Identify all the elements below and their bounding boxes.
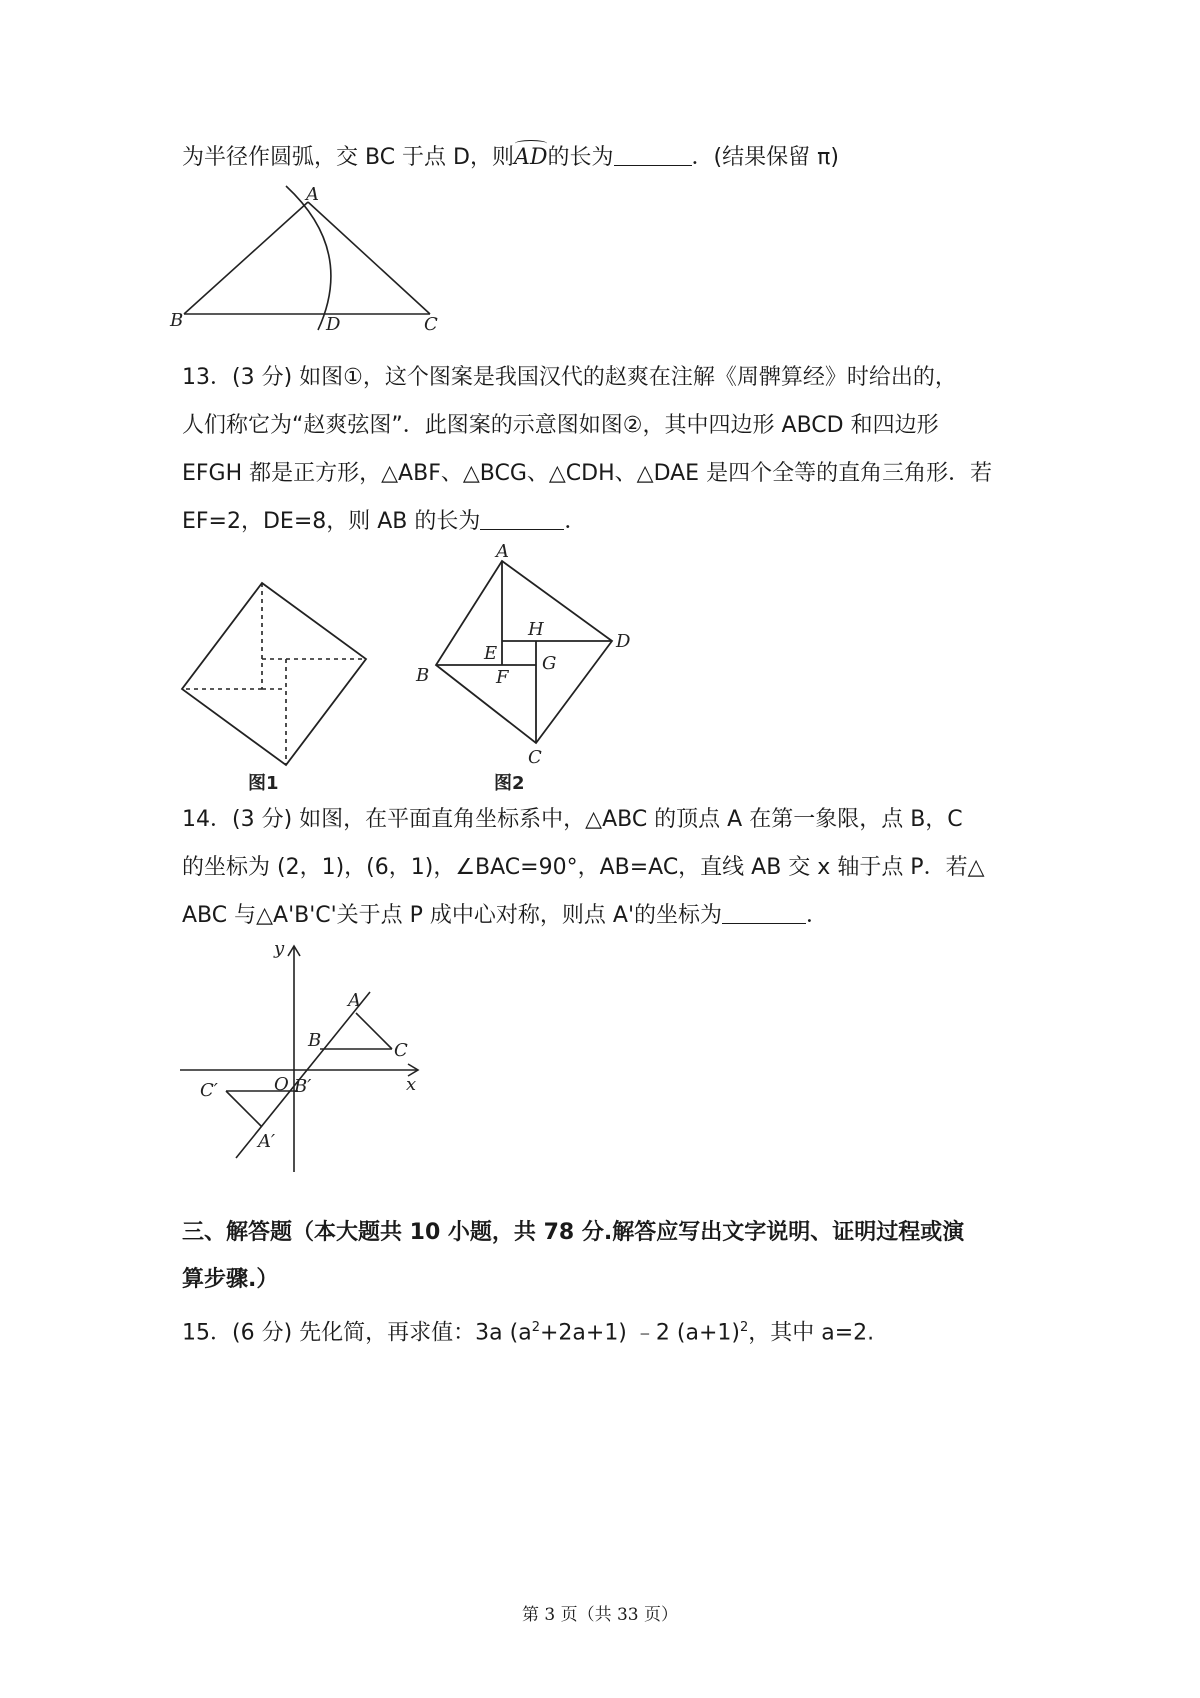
label-origin: O <box>274 1074 289 1095</box>
answer-blank-q12 <box>614 143 692 166</box>
label-x-axis: x <box>406 1074 417 1095</box>
q14-line-3 <box>182 901 828 931</box>
label-b: B <box>416 665 430 686</box>
label-a: A <box>348 990 361 1011</box>
q13-text-b: ． <box>564 509 587 534</box>
arc-ad-label: AD <box>514 143 548 173</box>
label-b: B <box>170 310 184 331</box>
section-3-heading-line-1: 三、解答题（本大题共 10 小题，共 78 分.解答应写出文字说明、证明过程或演 <box>182 1220 965 1245</box>
label-g: G <box>542 653 557 674</box>
label-a: A <box>306 184 319 205</box>
answer-blank-q13 <box>480 507 564 530</box>
label-c: C <box>528 747 542 768</box>
page-footer: 第 3 页（共 33 页） <box>521 1605 679 1625</box>
caption-figure-2: 图2 <box>494 773 525 794</box>
q13-line-4 <box>182 507 586 537</box>
label-e: E <box>484 643 498 664</box>
caption-figure-1: 图1 <box>248 773 279 794</box>
q15-exponent-1: 2 <box>531 1320 540 1335</box>
q15-text-c: ，其中 a=2. <box>748 1320 875 1346</box>
figure-q14 <box>180 940 440 1180</box>
q15-text-b: +2a+1) ﹣2 (a+1) <box>539 1320 740 1346</box>
figure-q13-2 <box>410 541 650 795</box>
label-c: C <box>424 314 438 335</box>
label-f: F <box>496 667 509 688</box>
q14-line-1: 14．(3 分) 如图，在平面直角坐标系中，△ABC 的顶点 A 在第一象限，点 B，C <box>182 807 963 832</box>
figure-q13-1 <box>180 575 370 795</box>
q14-line-2: 的坐标为 (2，1)，(6，1)，∠BAC=90°，AB=AC，直线 AB 交 x 轴于点 P．若△ <box>182 855 985 880</box>
q15-exponent-2: 2 <box>739 1320 749 1335</box>
label-a-prime: A′ <box>258 1131 276 1152</box>
label-c-prime: C′ <box>200 1080 218 1101</box>
label-d: D <box>326 314 341 335</box>
q14-text-a: ABC 与△A'B'C'关于点 P 成中心对称，则点 A'的坐标为 <box>182 903 723 928</box>
label-b-prime: B′ <box>294 1076 312 1097</box>
label-b: B <box>308 1030 322 1051</box>
q13-line-2: 人们称它为“赵爽弦图”．此图案的示意图如图②，其中四边形 ABCD 和四边形 <box>182 413 939 438</box>
q13-text-a: EF=2，DE=8，则 AB 的长为 <box>182 509 481 534</box>
label-y-axis: y <box>274 938 285 959</box>
answer-blank-q14 <box>722 901 806 924</box>
label-h: H <box>528 619 544 640</box>
label-c: C <box>394 1040 408 1061</box>
label-a: A <box>496 541 509 562</box>
q14-text-b: ． <box>806 903 829 928</box>
figure-q12 <box>170 184 470 340</box>
q15-line <box>182 1313 874 1348</box>
q12-text-c: ．(结果保留 π) <box>691 145 839 170</box>
label-d: D <box>616 631 631 652</box>
section-3-heading-line-2: 算步骤.） <box>182 1267 279 1292</box>
q12-text-b: 的长为 <box>547 145 614 170</box>
q15-text-a: 15．(6 分) 先化简，再求值：3a (a <box>182 1320 532 1346</box>
q13-line-1: 13．(3 分) 如图①，这个图案是我国汉代的赵爽在注解《周髀算经》时给出的， <box>182 365 957 390</box>
q12-text-a: 为半径作圆弧，交 BC 于点 D，则 <box>182 145 514 170</box>
q12-line <box>182 143 839 173</box>
q13-line-3: EFGH 都是正方形，△ABF、△BCG、△CDH、△DAE 是四个全等的直角三角形．若 <box>182 461 993 486</box>
